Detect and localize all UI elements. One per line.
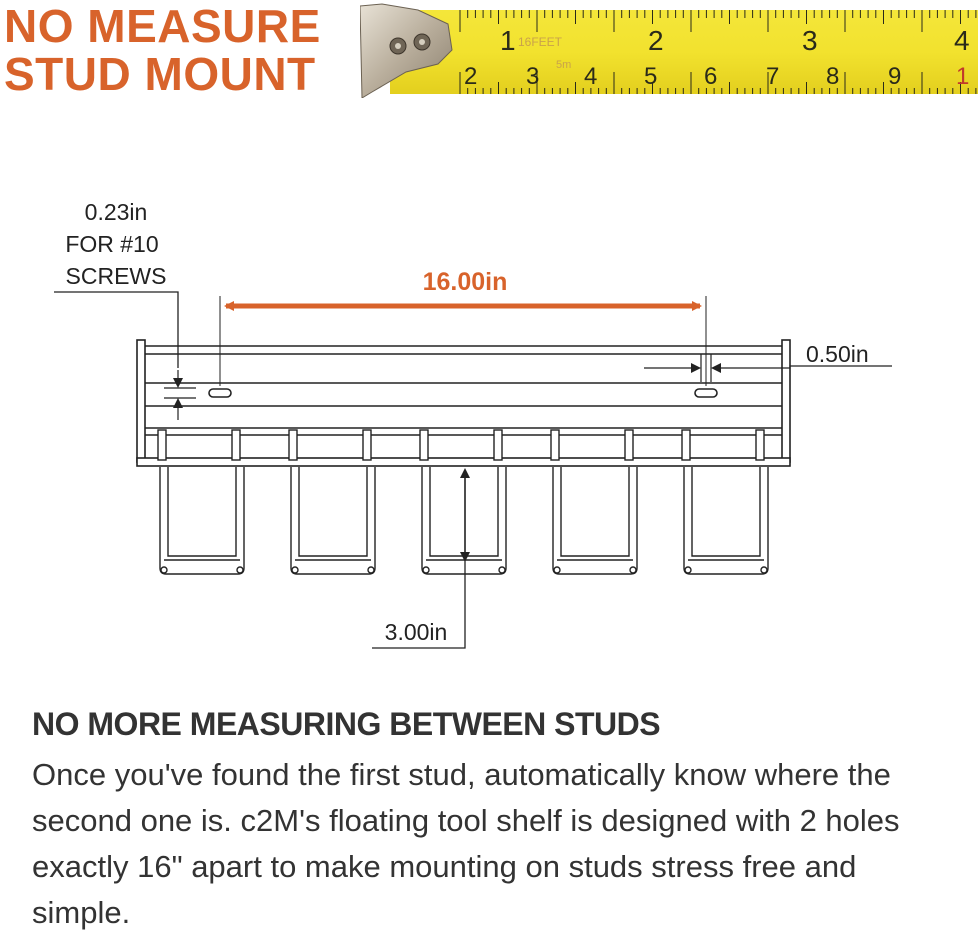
tool-holder	[553, 467, 637, 574]
headline	[4, 2, 321, 98]
mounting-slot-right	[695, 389, 717, 397]
tape-number: 2	[464, 63, 478, 90]
tool-holder	[422, 467, 506, 574]
screw-label-line-3: SCREWS	[65, 263, 167, 289]
mounting-slot-left	[209, 389, 231, 397]
shelf-post	[494, 430, 502, 460]
tape-number: 7	[766, 63, 780, 90]
depth-dimension-label: 3.00in	[384, 619, 448, 645]
span-dimension-label: 16.00in	[422, 268, 508, 296]
section-body: Once you've found the first stud, automatically know where the second one is. c2M's floating tool shelf is designed with 2 holes exactly 16" apart to make mounting on studs stress free and simple.	[32, 757, 900, 930]
slot-dimension-label: 0.50in	[806, 341, 869, 367]
tool-holder	[684, 467, 768, 574]
section-heading: NO MORE MEASURING BETWEEN STUDS	[32, 706, 661, 742]
headline-line-2: STUD MOUNT	[4, 48, 316, 100]
tape-number: 4	[954, 25, 970, 56]
tool-holders	[160, 467, 768, 574]
tape-number: 2	[648, 25, 664, 56]
tool-holder	[160, 467, 244, 574]
tape-number: 8	[826, 63, 840, 90]
shelf-post	[420, 430, 428, 460]
tape-number: 1	[500, 25, 516, 56]
shelf-diagram	[0, 180, 978, 660]
screw-diameter-marker	[164, 370, 196, 420]
shelf-post	[551, 430, 559, 460]
shelf-post	[289, 430, 297, 460]
screw-label-line-2: FOR #10	[65, 231, 159, 257]
shelf-post	[232, 430, 240, 460]
tape-number: 9	[888, 63, 902, 90]
headline-line-1: NO MEASURE	[4, 0, 321, 52]
shelf-post	[625, 430, 633, 460]
tape-number: 5	[644, 63, 658, 90]
tape-number: 4	[584, 63, 598, 90]
tape-number: 1	[956, 63, 970, 90]
tape-number: 3	[526, 63, 540, 90]
tape-number: 3	[802, 25, 818, 56]
tape-metric-text: 5m	[556, 59, 572, 71]
shelf-post	[158, 430, 166, 460]
tape-brand-text: 16FEET	[518, 35, 563, 49]
screw-label-line-1: 0.23in	[84, 199, 148, 225]
description-section	[32, 702, 952, 936]
shelf-post	[756, 430, 764, 460]
tool-holder	[291, 467, 375, 574]
tape-measure-image	[360, 2, 978, 98]
shelf-post	[363, 430, 371, 460]
shelf-post	[682, 430, 690, 460]
screw-leader-line	[54, 292, 178, 368]
tape-number: 6	[704, 63, 718, 90]
